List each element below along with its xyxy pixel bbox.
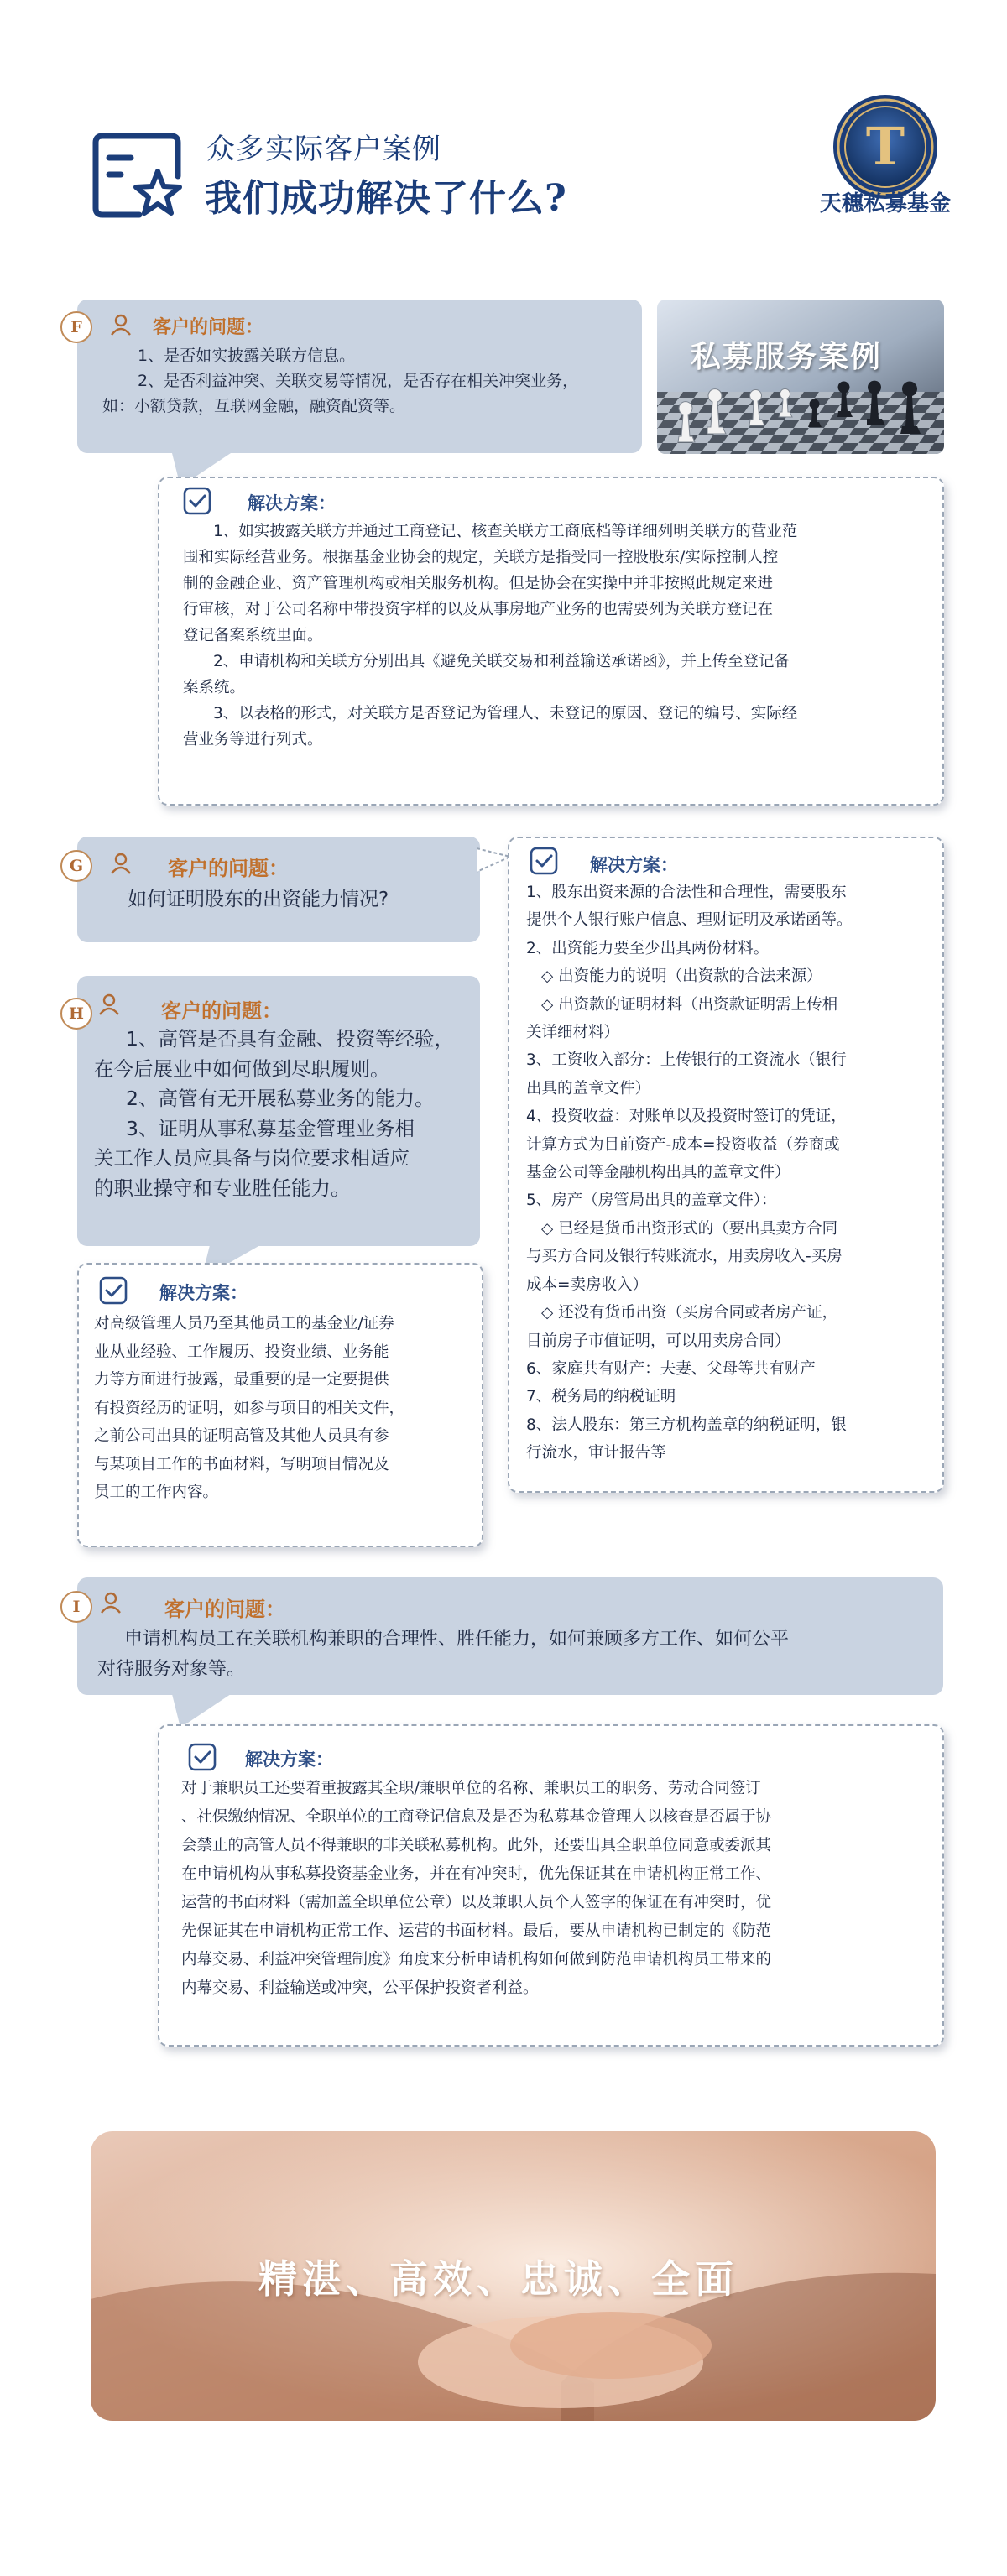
solution-line: ◇ 出资能力的说明（出资款的合法来源）: [541, 967, 822, 986]
chess-photo: [657, 300, 944, 454]
solution-text: [181, 1775, 932, 2003]
solution-line: 有投资经历的证明，如参与项目的相关文件，: [94, 1399, 405, 1417]
shield-check-icon: [183, 487, 211, 515]
case-i-solution-box: [158, 1724, 944, 2047]
solution-title: 解决方案：: [248, 493, 336, 514]
problem-text: [102, 343, 631, 419]
solution-line: 营业务等进行列式。: [183, 731, 323, 748]
problem-text: [97, 1624, 937, 1685]
case-h-problem-box: [69, 976, 480, 1246]
page-title: 我们成功解决了什么?: [205, 177, 567, 220]
solution-line: 4、投资收益：对账单以及投资时签订的凭证，: [526, 1108, 847, 1126]
handshake-banner: [91, 2131, 936, 2421]
solution-line: 内幕交易、利益输送或冲突，公平保护投资者利益。: [181, 1979, 539, 1997]
solution-line: 先保证其在申请机构正常工作、运营的书面材料。最后，要从申请机构已制定的《防范: [181, 1922, 772, 1940]
shield-check-icon: [530, 847, 558, 875]
solution-text: [94, 1310, 473, 1507]
problem-text: [128, 885, 472, 914]
person-icon: [97, 993, 121, 1016]
solution-line: 、社保缴纳情况、全职单位的工商登记信息及是否为私募基金管理人以核查是否属于协: [181, 1808, 772, 1826]
person-icon: [99, 1591, 123, 1614]
problem-line: 在今后展业中如何做到尽职履则。: [94, 1056, 390, 1081]
case-f-solution-box: [158, 477, 944, 806]
solution-line: ◇ 已经是货币出资形式的（要出具卖方合同: [541, 1219, 838, 1238]
image-label: 私募服务案例: [691, 339, 883, 374]
solution-line: 行审核，对于公司名称中带投资字样的以及从事房地产业务的也需要列为关联方登记在: [183, 601, 774, 618]
solution-line: 与买方合同及银行转账流水，用卖房收入-买房: [526, 1248, 843, 1266]
problem-line: 对待服务对象等。: [97, 1659, 246, 1680]
solution-line: 2、出资能力要至少出具两份材料。: [526, 939, 770, 957]
solution-line: 成本=卖房收入）: [526, 1275, 649, 1294]
case-f-problem-box: [70, 300, 642, 453]
case-i-problem-box: [72, 1577, 943, 1695]
solution-line: 运营的书面材料（需加盖全职单位公章）以及兼职人员个人签字的保证在有冲突时，优: [181, 1894, 772, 1911]
solution-line: 在申请机构从事私募投资基金业务，并在有冲突时，优先保证其在申请机构正常工作、: [181, 1865, 772, 1883]
solution-line: 计算方式为目前资产-成本=投资收益（券商或: [526, 1135, 840, 1154]
callout-pointer: [172, 1694, 231, 1728]
solution-line: 出具的盖章文件）: [526, 1079, 651, 1098]
shield-check-icon: [188, 1743, 217, 1771]
problem-title: 客户的问题：: [161, 999, 282, 1023]
problem-line: 2、是否利益冲突、关联交易等情况，是否存在相关冲突业务，: [138, 372, 579, 390]
case-letter-badge: F: [60, 311, 92, 343]
solution-line: 制的金融企业、资产管理机构或相关服务机构。但是协会在实操中并非按照此规定来进: [183, 575, 774, 592]
callout-pointer: [477, 843, 510, 877]
problem-line: 1、是否如实披露关联方信息。: [138, 347, 356, 365]
solution-line: 提供个人银行账户信息、理财证明及承诺函等。: [526, 911, 853, 930]
case-letter-badge: H: [60, 998, 92, 1030]
solution-line: ◇ 出资款的证明材料（出资款证明需上传相: [541, 995, 838, 1014]
solution-line: 5、房产（房管局出具的盖章文件）：: [526, 1192, 777, 1210]
document-star-icon: [91, 128, 185, 222]
solution-line: 会禁止的高管人员不得兼职的非关联私募机构。此外，还要出具全职单位同意或委派其: [181, 1837, 772, 1854]
solution-line: 7、税务局的纳税证明: [526, 1388, 676, 1406]
solution-line: 目前房子市值证明，可以用卖房合同）: [526, 1332, 790, 1350]
solution-line: 基金公司等金融机构出具的盖章文件）: [526, 1164, 790, 1182]
problem-title: 客户的问题：: [153, 316, 264, 338]
problem-line: 3、证明从事私募基金管理业务相: [126, 1116, 415, 1140]
solution-line: 3、以表格的形式，对关联方是否登记为管理人、未登记的原因、登记的编号、实际经: [213, 705, 798, 722]
problem-line: 如何证明股东的出资能力情况?: [128, 889, 389, 910]
solution-title: 解决方案：: [245, 1749, 333, 1770]
solution-text: [183, 519, 926, 753]
solution-line: 围和实际经营业务。根据基金业协会的规定，关联方是指受同一控股股东/实际控制人控: [183, 549, 779, 566]
solution-line: 关详细材料）: [526, 1024, 620, 1042]
solution-line: 8、法人股东：第三方机构盖章的纳税证明，银: [526, 1416, 847, 1434]
solution-line: 对高级管理人员乃至其他员工的基金业/证券: [94, 1315, 394, 1332]
solution-line: 登记备案系统里面。: [183, 627, 323, 644]
banner-slogan: 精湛、高效、忠诚、全面: [258, 2256, 738, 2302]
solution-line: 内幕交易、利益冲突管理制度》角度来分析申请机构如何做到防范申请机构员工带来的: [181, 1951, 772, 1969]
solution-line: 业从业经验、工作履历、投资业绩、业务能: [94, 1343, 389, 1361]
problem-title: 客户的问题：: [164, 1597, 285, 1621]
problem-line: 1、高管是否具有金融、投资等经验，: [126, 1027, 454, 1051]
solution-title: 解决方案：: [590, 854, 678, 875]
problem-title: 客户的问题：: [168, 856, 289, 880]
case-letter-badge: I: [60, 1591, 92, 1623]
header-subtitle: 众多实际客户案例: [206, 133, 441, 166]
solution-line: 6、家庭共有财产：夫妻、父母等共有财产: [526, 1359, 816, 1378]
solution-line: 2、申请机构和关联方分别出具《避免关联交易和利益输送承诺函》，并上传至登记备: [213, 653, 790, 670]
solution-line: 力等方面进行披露，最重要的是一定要提供: [94, 1371, 389, 1389]
person-icon: [109, 852, 133, 875]
case-g-problem-box: [69, 837, 480, 942]
solution-line: 行流水，审计报告等: [526, 1444, 666, 1463]
solution-line: 1、如实披露关联方并通过工商登记、核查关联方工商底档等详细列明关联方的营业范: [213, 523, 798, 540]
solution-line: ◇ 还没有货币出资（买房合同或者房产证，: [541, 1304, 838, 1322]
problem-line: 2、高管有无开展私募业务的能力。: [126, 1087, 435, 1110]
problem-line: 的职业操守和专业胜任能力。: [94, 1176, 351, 1200]
solution-line: 1、股东出资来源的合法性和合理性，需要股东: [526, 884, 847, 901]
problem-line: 如：小额贷款，互联网金融，融资配资等。: [102, 397, 406, 415]
solution-line: 案系统。: [183, 679, 246, 696]
brand-name: 天穗私募基金: [819, 191, 951, 216]
solution-line: 对于兼职员工还要着重披露其全职/兼职单位的名称、兼职员工的职务、劳动合同签订: [181, 1780, 761, 1797]
brand-logo-letter: T: [865, 116, 905, 177]
brand-logo-icon: [831, 92, 940, 201]
chess-image: [657, 300, 944, 454]
solution-line: 3、工资收入部分：上传银行的工资流水（银行: [526, 1051, 847, 1070]
solution-line: 与某项目工作的书面材料，写明项目情况及: [94, 1455, 389, 1473]
solution-text: [526, 879, 933, 1468]
shield-check-icon: [99, 1276, 128, 1305]
case-h-solution-box: [77, 1263, 483, 1547]
problem-text: [94, 1025, 476, 1203]
person-icon: [109, 313, 133, 336]
problem-line: 关工作人员应具备与岗位要求相适应: [94, 1146, 410, 1170]
solution-title: 解决方案：: [159, 1282, 248, 1303]
solution-line: 员工的工作内容。: [94, 1484, 219, 1501]
solution-line: 之前公司出具的证明高管及其他人员具有参: [94, 1427, 389, 1445]
case-letter-badge: G: [60, 850, 92, 882]
problem-line: 申请机构员工在关联机构兼职的合理性、胜任能力，如何兼顾多方工作、如何公平: [124, 1629, 790, 1650]
case-g-solution-box: [508, 837, 944, 1493]
